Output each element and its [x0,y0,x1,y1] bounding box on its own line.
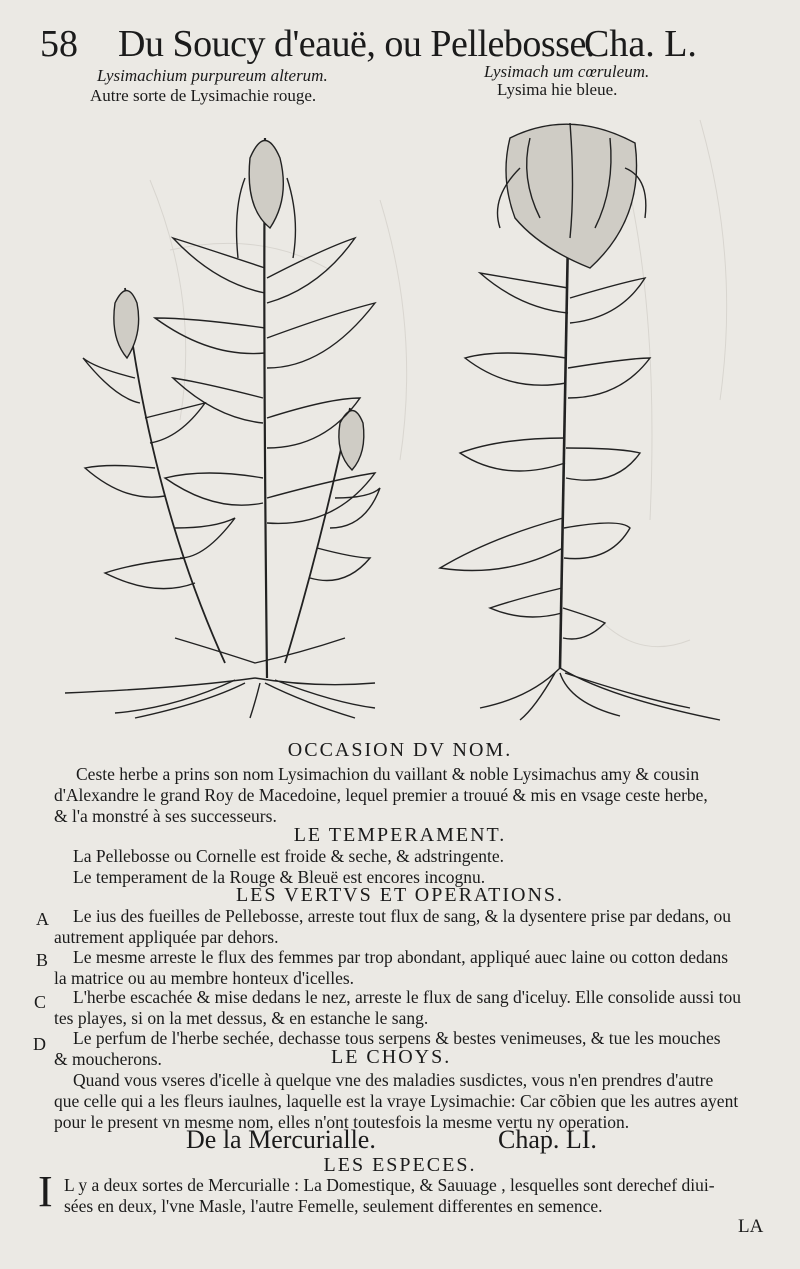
vertus-a-line-1: Le ius des fueilles de Pellebosse, arreste tout flux de sang, & la dysentere prise par dedans, ou [73,906,732,926]
left-plant-woodcut [55,118,385,723]
chapter-ref: Cha. L. [584,23,697,65]
heading-occasion: OCCASION DV NOM. [287,739,513,761]
occasion-line-1: Ceste herbe a prins son nom Lysimachion du vaillant & noble Lysimachus amy & cousin [76,764,700,784]
vertus-b-line-1: Le mesme arreste le flux des femmes par trop abondant, appliqué auec laine ou cotton dedans [73,947,729,967]
left-figure-french-caption: Autre sorte de Lysimachie rouge. [90,86,317,105]
occasion-line-2: d'Alexandre le grand Roy de Macedoine, lequel premier a trouué & mis en vsage ceste herbe, [54,785,708,805]
heading-temperament: LE TEMPERAMENT. [293,824,507,846]
vertus-d-line-1: Le perfum de l'herbe sechée, dechasse tous serpens & bestes venimeuses, & tue les mouches [73,1028,721,1048]
choys-line-2: que celle qui a les fleurs iaulnes, laquelle est la vraye Lysimachie: Car cõbien que les autres ayent [54,1091,739,1111]
left-figure-latin-caption: Lysimachium purpureum alterum. [97,66,328,85]
right-figure-latin-caption: Lysimach um cœruleum. [484,62,650,81]
vertus-c-line-2: tes playes, si on la met dessus, & en estanche le sang. [54,1008,429,1028]
page-number: 58 [40,23,78,65]
occasion-line-3: & l'a monstré à ses successeurs. [54,806,277,826]
vertus-b-line-2: la matrice ou au membre honteux d'icelles. [54,968,355,988]
margin-marker-d: D [33,1034,46,1054]
catchword: LA [738,1216,764,1237]
especes-line-1: L y a deux sortes de Mercurialle : La Domestique, & Sauuage , lesquelles sont derechef diui- [64,1175,715,1195]
heading-choys: LE CHOYS. [331,1046,452,1068]
running-title: Du Soucy d'eauë, ou Pellebosse. [118,23,595,65]
next-chapter-title: De la Mercurialle. [186,1125,376,1154]
margin-marker-c: C [34,992,47,1012]
heading-especes: LES ESPECES. [323,1154,477,1176]
margin-marker-b: B [36,950,49,970]
next-chapter-number: Chap. LI. [498,1125,597,1154]
vertus-a-line-2: autrement appliquée par dehors. [54,927,279,947]
heading-vertus: LES VERTVS ET OPERATIONS. [235,884,565,906]
temperament-line-2: Le temperament de la Rouge & Bleuë est encores incognu. [73,867,486,887]
especes-line-2: sées en deux, l'vne Masle, l'autre Femelle, seulement differentes en semence. [64,1196,603,1216]
right-figure-french-caption: Lysima hie bleue. [497,80,618,99]
vertus-d-line-2: & moucherons. [54,1049,162,1069]
choys-line-3: pour le present vn mesme nom, elles n'ont toutesfois la mesme vertu ny operation. [54,1112,630,1132]
vertus-c-line-1: L'herbe escachée & mise dedans le nez, arreste le flux de sang d'iceluy. Elle consolide aussi tou [73,987,741,1007]
choys-line-1: Quand vous vseres d'icelle à quelque vne des maladies susdictes, vous n'en prendres d'autre [73,1070,714,1090]
margin-marker-a: A [36,909,49,929]
temperament-line-1: La Pellebosse ou Cornelle est froide & seche, & adstringente. [73,846,505,866]
right-plant-woodcut [420,108,740,728]
drop-cap: I [38,1167,53,1216]
